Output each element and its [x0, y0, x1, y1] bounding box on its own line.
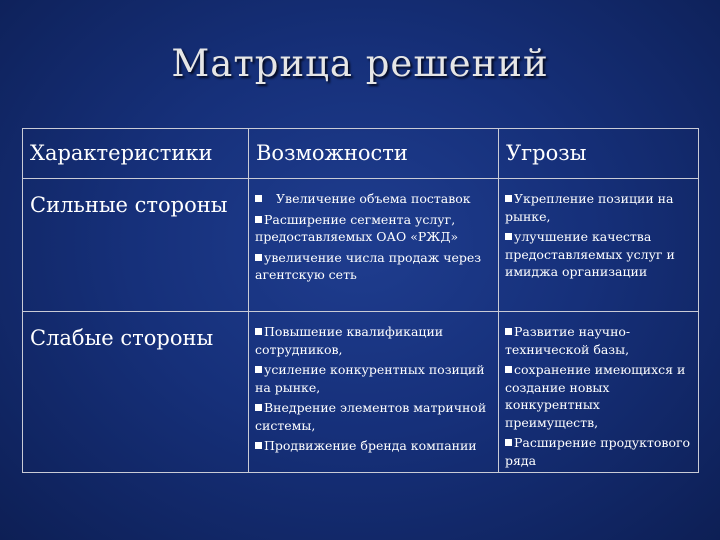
- square-bullet-icon: [255, 442, 262, 449]
- list-item-text: увеличение числа продаж через агентскую сеть: [255, 249, 482, 282]
- header-opportunities: Возможности: [249, 129, 499, 179]
- list-item: [505, 434, 694, 469]
- square-bullet-icon: [255, 404, 262, 411]
- cell-weaknesses-threats: [499, 312, 699, 473]
- square-bullet-icon: [255, 366, 262, 373]
- list-item-text: Продвижение бренда компании: [264, 438, 477, 453]
- square-bullet-icon: [505, 366, 512, 373]
- decision-matrix-table: [22, 128, 699, 473]
- bullet-list: [499, 179, 698, 281]
- row-strengths: [23, 179, 699, 312]
- row-weaknesses: [23, 312, 699, 473]
- row-label-weaknesses: Слабые стороны: [23, 312, 249, 473]
- list-item-text: улучшение качества предоставляемых услуг и имиджа организации: [505, 229, 675, 279]
- list-item: [255, 361, 494, 396]
- list-item-text: Укрепление позиции на рынке,: [505, 191, 674, 224]
- bullet-list: [249, 179, 498, 284]
- slide-title: Матрица решений: [171, 42, 549, 85]
- list-item-text: Расширение продуктового ряда: [505, 435, 691, 468]
- bullet-list: [249, 312, 498, 455]
- list-item: [505, 228, 694, 281]
- row-label-strengths: Сильные стороны: [23, 179, 249, 312]
- square-bullet-icon: [255, 195, 262, 202]
- list-item-text: усиление конкурентных позиций на рынке,: [255, 362, 485, 395]
- square-bullet-icon: [255, 254, 262, 261]
- list-item: [255, 190, 494, 208]
- list-item-text: Повышение квалификации сотрудников,: [255, 324, 444, 357]
- list-item-text: Развитие научно-технической базы,: [505, 324, 631, 357]
- header-row: [23, 129, 699, 179]
- cell-strengths-opportunities: [249, 179, 499, 312]
- list-item-text: Внедрение элементов матричной системы,: [255, 400, 487, 433]
- square-bullet-icon: [505, 195, 512, 202]
- square-bullet-icon: [505, 439, 512, 446]
- list-item: [255, 323, 494, 358]
- list-item-text: Увеличение объема поставок: [276, 191, 471, 206]
- list-item: [255, 249, 494, 284]
- list-item: [505, 323, 694, 358]
- list-item-text: Расширение сегмента услуг, предоставляемых ОАО «РЖД»: [255, 211, 459, 244]
- list-item: [255, 211, 494, 246]
- header-characteristics: Характеристики: [23, 129, 249, 179]
- list-item: [505, 190, 694, 225]
- square-bullet-icon: [255, 216, 262, 223]
- bullet-list: [499, 312, 698, 469]
- cell-weaknesses-opportunities: [249, 312, 499, 473]
- list-item-text: сохранение имеющихся и создание новых конкурентных преимуществ,: [505, 362, 686, 430]
- cell-strengths-threats: [499, 179, 699, 312]
- square-bullet-icon: [505, 233, 512, 240]
- header-threats: Угрозы: [499, 129, 699, 179]
- square-bullet-icon: [505, 328, 512, 335]
- list-item: [255, 437, 494, 455]
- list-item: [505, 361, 694, 431]
- list-item: [255, 399, 494, 434]
- square-bullet-icon: [255, 328, 262, 335]
